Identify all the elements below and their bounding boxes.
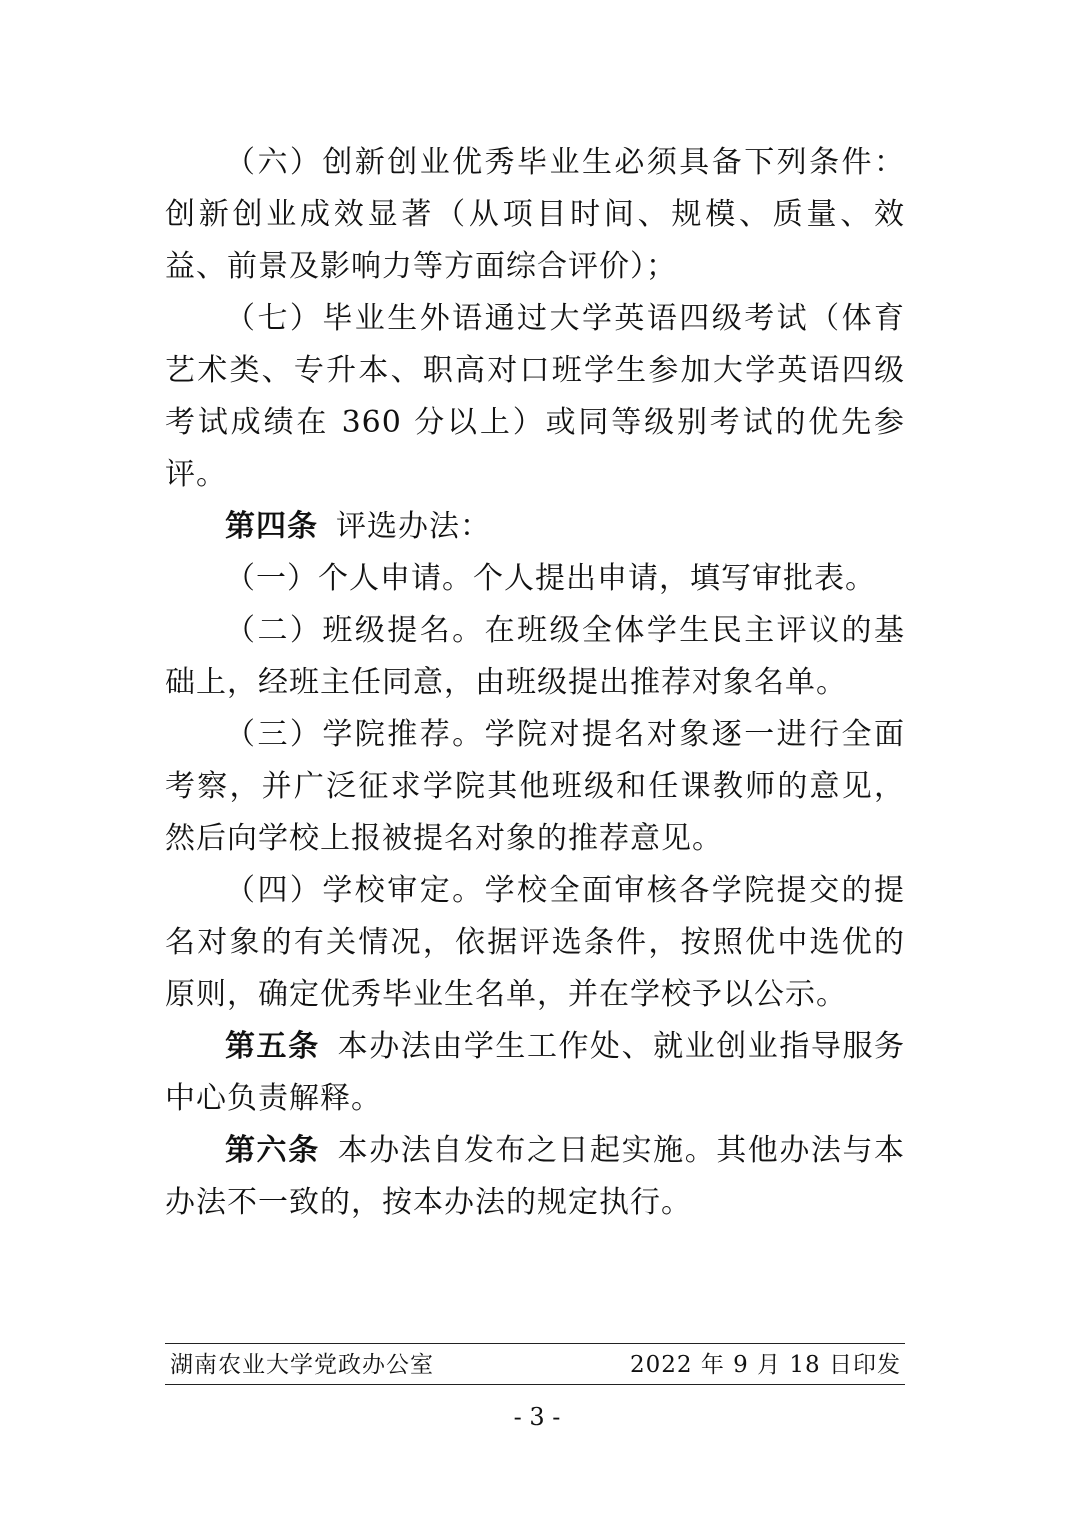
footer-bottom-rule bbox=[165, 1384, 905, 1385]
paragraph-text: （四）学校审定。学校全面审核各学院提交的提名对象的有关情况，依据评选条件，按照优中选优的原则，确定优秀毕业生名单，并在学校予以公示。 bbox=[165, 873, 905, 1012]
paragraph-1-personal-application bbox=[165, 553, 905, 605]
paragraph-text: （二）班级提名。在班级全体学生民主评议的基础上，经班主任同意，由班级提出推荐对象名单。 bbox=[165, 613, 905, 700]
paragraph-2-class-nomination bbox=[165, 605, 905, 709]
article-heading: 第五条 bbox=[225, 1029, 320, 1064]
body-text bbox=[165, 137, 905, 1229]
paragraph-text: 评选办法： bbox=[336, 509, 491, 544]
article-6 bbox=[165, 1125, 905, 1229]
paragraph-7-foreign-language bbox=[165, 293, 905, 501]
footer-issuer: 湖南农业大学党政办公室 bbox=[170, 1352, 434, 1378]
paragraph-text: （六）创新创业优秀毕业生必须具备下列条件：创新创业成效显著（从项目时间、规模、质量、效益、前景及影响力等方面综合评价）； bbox=[165, 145, 905, 284]
article-4 bbox=[165, 501, 905, 553]
article-heading: 第六条 bbox=[225, 1133, 320, 1168]
article-5 bbox=[165, 1021, 905, 1125]
paragraph-text: 本办法自发布之日起实施。其他办法与本办法不一致的，按本办法的规定执行。 bbox=[165, 1133, 906, 1220]
page-number: - 3 - bbox=[513, 1403, 561, 1431]
paragraph-6-innovation bbox=[165, 137, 905, 293]
footer-top-rule bbox=[165, 1343, 905, 1344]
article-heading: 第四条 bbox=[225, 509, 318, 544]
paragraph-3-college-recommendation bbox=[165, 709, 905, 865]
paragraph-text: （一）个人申请。个人提出申请，填写审批表。 bbox=[225, 561, 876, 596]
footer-print-date: 2022 年 9 月 18 日印发 bbox=[630, 1352, 901, 1378]
paragraph-text: （三）学院推荐。学院对提名对象逐一进行全面考察，并广泛征求学院其他班级和任课教师的意见，然后向学校上报被提名对象的推荐意见。 bbox=[165, 717, 905, 856]
paragraph-4-school-approval bbox=[165, 865, 905, 1021]
paragraph-text: （七）毕业生外语通过大学英语四级考试（体育艺术类、专升本、职高对口班学生参加大学英语四级考试成绩在 360 分以上）或同等级别考试的优先参评。 bbox=[165, 301, 905, 492]
paragraph-text: 本办法由学生工作处、就业创业指导服务中心负责解释。 bbox=[165, 1029, 906, 1116]
